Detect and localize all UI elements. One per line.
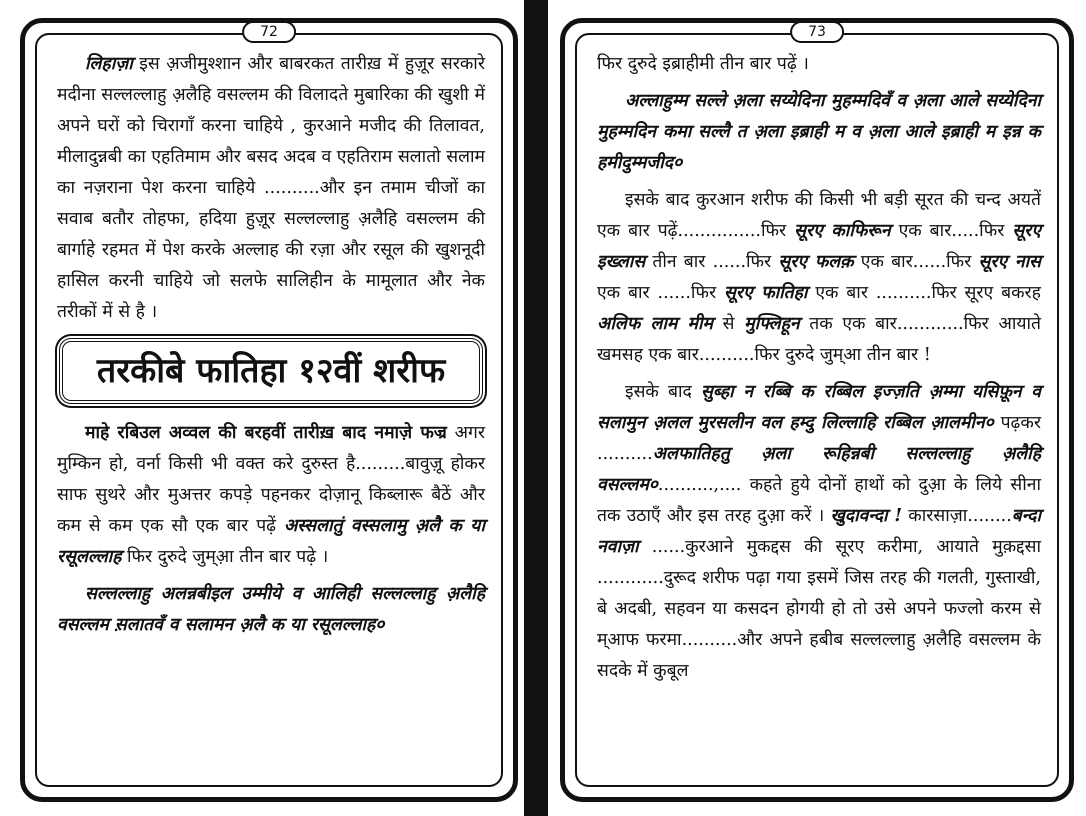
salaam-text: अस्सलातुं वस्सलामु अ़लै क या रसूलल्लाह [57,516,485,567]
right-paragraph-first: फिर दुरुदे इब्राहीमी तीन बार पढ़ें । [597,54,809,74]
alfatihatu: अलफातिहतु अ़ला रूहिन्नबी सल्लल्लाहु अ़लैहि वसल्लम० [597,444,1041,495]
left-paragraph-intro [57,49,485,328]
surahs-text-h: तक एक बार............फिर आयाते खमसह एक बार..........फिर दुरुदे जुम्आ तीन बार ! [597,314,1041,365]
surahs-text-f: एक बार ..........फिर सूरए बकरह [807,283,1041,303]
dua-text-d: कारसाज़ा........ [902,506,1012,526]
surahs-text-a: इसके बाद कुरआन शरीफ की किसी भी बड़ी सूरत की चन्द अयतें एक बार पढ़ें...............फिर [597,190,1041,241]
dua-text-a: इसके बाद [625,382,701,402]
surah-kafirun: सूरए काफिरून [794,221,891,241]
durood-ibrahimi: अल्लाहुम्म सल्ले अ़ला सय्येदिना मुहम्मदिवँ व अ़ला आले सय्येदिना मुहम्मदिन कमा सल्लै त अ़ला इब्राही म व अ़ला आले इब्राही म इन्न क हमीदुम्मजीद० [597,91,1041,173]
method-lead: माहे रबिउल अव्वल की बरहवीं तारीख़ बाद नमाज़े फज्र [85,423,447,443]
right-paragraph-dua [597,377,1041,687]
book-spine [524,0,548,816]
page-number-right: 73 [790,21,844,43]
khudavanda: खुदावन्दा ! [830,506,903,526]
dua-text-e: ......कुरआने मुकद्दस की सूरए करीमा, आयाते मुक़द्दसा ............दुरूद शरीफ पढ़ा गया इसमें जिस तरह की गलती, गुस्ताखी, बे अदबी, सहवन या कसदन होगयी हो तो उसे अपने फज्लो करम से म्आफ फरमा..........और अपने हबीब सल्लल्लाहु अ़लैहि वसल्लम के सदके में कुबूल [597,537,1041,681]
surahs-text-d: एक बार......फिर [853,252,979,272]
surah-naas: सूरए नास [978,252,1041,272]
banda-nawaza: बन्दा नवाज़ा [597,506,1041,557]
dua-text-c: ..........,.... कहते हुये दोनों हाथों को दुआ़ के लिये सीना तक उठाएँ और इस तरह दुआ़ करें । [597,475,1041,526]
surahs-text-b: एक बार.....फिर [890,221,1013,241]
surahs-text-e: एक बार ......फिर [597,283,724,303]
right-page-frame [575,24,1059,787]
surah-ikhlas: सूरए इख्लास [597,221,1042,272]
section-heading: तरकीबे फातिहा १२वीं शरीफ [59,338,483,404]
subhana-dua: सुब्हा न रब्बि क रब्बिल इज्ज़ति अ़म्मा यसिफ़ून व सलामुन अ़लल मुरसलीन वल हम्दु लिल्लाहि रब्बिल आ़लमीन० [597,382,1041,433]
left-page-frame [35,24,503,787]
right-page [560,18,1074,802]
muflihoon: मुफ्लिहून [744,314,800,334]
method-text: अगर मुम्किन हो, वर्ना किसी भी वक्त करे दुरुस्त है.........बावुज़ू होकर साफ सुथरे और मुअत्तर कपड़े पहनकर दोज़ानू किब्लारू बैठें और कम से कम एक सौ एक बार पढ़ें [57,423,485,536]
durood-text: सल्लल्लाहु अलन्नबीइल उम्मीये व आलिही सल्लल्लाहु अ़लैहि वसल्लम स़लातवँ व सलामन अ़लै क या रसूलल्लाह० [57,584,485,635]
left-intro-text: इस अ़जीमुश्शान और बाबरकत तारीख़ में हुज़ूर सरकारे मदीना सल्लल्लाहु अ़लैहि वसल्लम की विलादते मुबारिका की खुशी में अपने घरों को चिरागाँ करना चाहिये , कुरआने मजीद की तिलावत, मीलादुन्नबी का एहतिमाम और बसद अदब व एहतिराम सलातो सलाम का नज़राना पेश करना चाहिये ..........और इन तमाम चीजों का सवाब बतौर तोहफा, हदिया हुज़ूर सल्लल्लाहु अ़लैहि वसल्लम की बार्गाहे रहमत में पेश करके अल्लाह की रज़ा और रसूल की खुशनूदी हासिल करनी चाहिये जो सलफे सालिहीन के मामूलात और नेक तरीकों में से है । [57,54,485,322]
left-paragraph-method [57,418,485,573]
surahs-text-c: तीन बार ......फिर [645,252,779,272]
method-end: फिर दुरुदे जुम्आ़ तीन बार पढ़े । [121,547,329,567]
dua-text-b: पढ़कर .......... [597,413,1041,464]
left-intro-lead: लिहाज़ा [85,54,133,74]
alif-laam-meem: अलिफ लाम मीम [597,314,713,334]
left-page [20,18,518,802]
surah-falak: सूरए फलक़ [778,252,854,272]
right-paragraph-surahs [597,185,1041,371]
surah-fatiha: सूरए फातिहा [724,283,808,303]
page-number-left: 72 [242,21,296,43]
surahs-text-g: से [712,314,745,334]
